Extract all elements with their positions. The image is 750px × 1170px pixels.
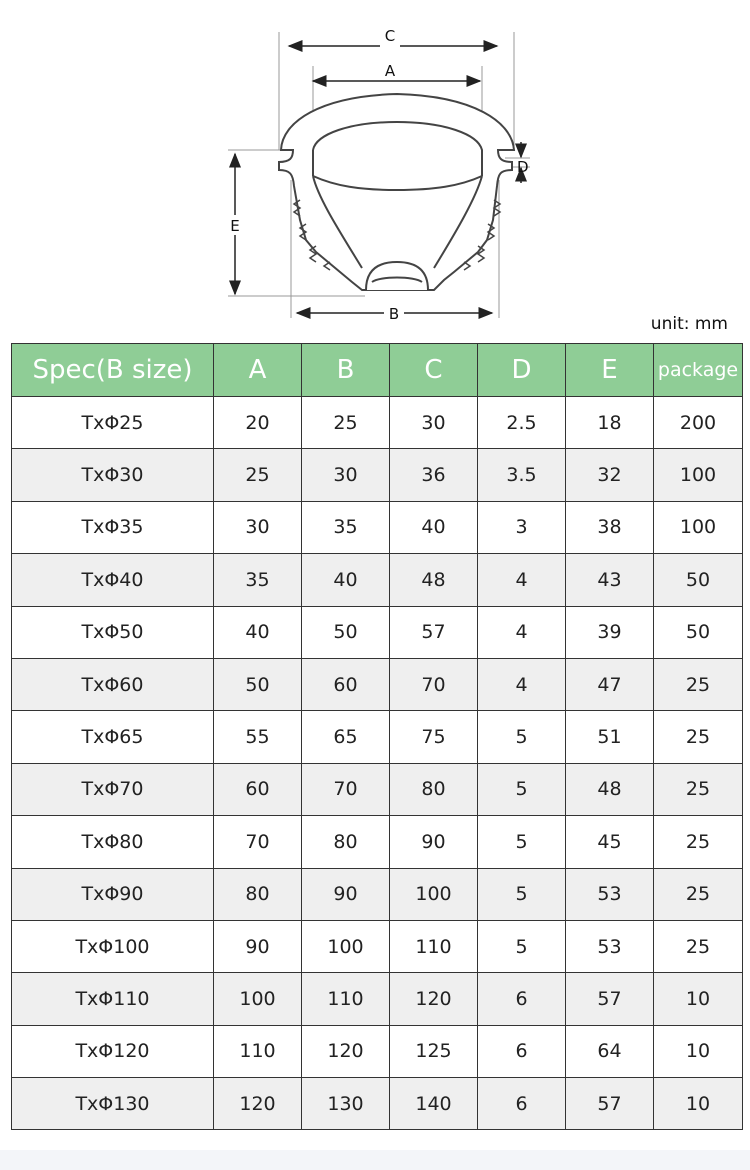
cell-b: 50 <box>302 606 390 658</box>
cell-e: 43 <box>566 554 654 606</box>
cell-d: 4 <box>478 658 566 710</box>
cell-a: 80 <box>214 868 302 920</box>
cell-b: 100 <box>302 920 390 972</box>
dimension-label-d: D <box>517 158 529 176</box>
cell-b: 130 <box>302 1078 390 1130</box>
cell-spec: TxΦ50 <box>12 606 214 658</box>
cell-c: 125 <box>390 1025 478 1077</box>
table-row <box>12 868 743 920</box>
cell-c: 120 <box>390 973 478 1025</box>
cell-spec: TxΦ70 <box>12 763 214 815</box>
cell-e: 18 <box>566 397 654 449</box>
table-row <box>12 973 743 1025</box>
cell-spec: TxΦ90 <box>12 868 214 920</box>
cell-package: 50 <box>654 606 743 658</box>
cell-a: 55 <box>214 711 302 763</box>
cell-package: 200 <box>654 397 743 449</box>
cell-d: 3.5 <box>478 449 566 501</box>
cell-a: 40 <box>214 606 302 658</box>
cell-e: 64 <box>566 1025 654 1077</box>
cell-e: 53 <box>566 868 654 920</box>
dimension-label-b: B <box>388 305 400 323</box>
unit-label: unit: mm <box>650 314 728 334</box>
cell-b: 60 <box>302 658 390 710</box>
cell-spec: TxΦ120 <box>12 1025 214 1077</box>
cell-spec: TxΦ40 <box>12 554 214 606</box>
cell-spec: TxΦ25 <box>12 397 214 449</box>
table-row <box>12 763 743 815</box>
cell-package: 25 <box>654 868 743 920</box>
cell-d: 5 <box>478 816 566 868</box>
table-row <box>12 606 743 658</box>
cell-e: 48 <box>566 763 654 815</box>
cell-b: 80 <box>302 816 390 868</box>
dimension-label-c: C <box>384 27 396 45</box>
cell-e: 32 <box>566 449 654 501</box>
cell-b: 110 <box>302 973 390 1025</box>
cell-e: 51 <box>566 711 654 763</box>
cell-a: 20 <box>214 397 302 449</box>
cell-spec: TxΦ110 <box>12 973 214 1025</box>
cell-spec: TxΦ80 <box>12 816 214 868</box>
cell-a: 25 <box>214 449 302 501</box>
cell-b: 120 <box>302 1025 390 1077</box>
header-c: C <box>390 344 478 397</box>
table-row <box>12 1025 743 1077</box>
cell-b: 70 <box>302 763 390 815</box>
cell-e: 38 <box>566 501 654 553</box>
header-package: package <box>654 344 743 397</box>
cell-d: 6 <box>478 1025 566 1077</box>
cell-d: 2.5 <box>478 397 566 449</box>
cell-package: 10 <box>654 973 743 1025</box>
cell-e: 47 <box>566 658 654 710</box>
cell-b: 90 <box>302 868 390 920</box>
cell-package: 25 <box>654 763 743 815</box>
header-e: E <box>566 344 654 397</box>
cell-d: 4 <box>478 554 566 606</box>
cell-a: 120 <box>214 1078 302 1130</box>
grommet-outline-icon <box>279 94 514 290</box>
cell-a: 110 <box>214 1025 302 1077</box>
cell-spec: TxΦ30 <box>12 449 214 501</box>
cell-a: 35 <box>214 554 302 606</box>
cell-c: 36 <box>390 449 478 501</box>
cell-a: 60 <box>214 763 302 815</box>
cell-c: 140 <box>390 1078 478 1130</box>
cell-c: 100 <box>390 868 478 920</box>
cell-d: 6 <box>478 973 566 1025</box>
cell-spec: TxΦ65 <box>12 711 214 763</box>
cell-d: 5 <box>478 763 566 815</box>
cell-e: 45 <box>566 816 654 868</box>
cell-a: 100 <box>214 973 302 1025</box>
cell-a: 70 <box>214 816 302 868</box>
cell-package: 100 <box>654 501 743 553</box>
cell-c: 40 <box>390 501 478 553</box>
cell-package: 25 <box>654 711 743 763</box>
header-b: B <box>302 344 390 397</box>
header-d: D <box>478 344 566 397</box>
table-row <box>12 920 743 972</box>
cell-spec: TxΦ60 <box>12 658 214 710</box>
cell-b: 25 <box>302 397 390 449</box>
cell-c: 57 <box>390 606 478 658</box>
table-row <box>12 449 743 501</box>
dimension-label-a: A <box>384 62 396 80</box>
cell-package: 100 <box>654 449 743 501</box>
cell-d: 5 <box>478 711 566 763</box>
cell-c: 30 <box>390 397 478 449</box>
cell-spec: TxΦ35 <box>12 501 214 553</box>
cell-c: 70 <box>390 658 478 710</box>
table-row <box>12 554 743 606</box>
cell-a: 90 <box>214 920 302 972</box>
cell-b: 65 <box>302 711 390 763</box>
table-row <box>12 658 743 710</box>
cell-a: 30 <box>214 501 302 553</box>
cell-d: 6 <box>478 1078 566 1130</box>
cell-package: 10 <box>654 1078 743 1130</box>
cell-e: 39 <box>566 606 654 658</box>
cell-d: 5 <box>478 868 566 920</box>
cell-b: 30 <box>302 449 390 501</box>
cell-e: 57 <box>566 973 654 1025</box>
cell-d: 3 <box>478 501 566 553</box>
table-row <box>12 501 743 553</box>
cell-package: 25 <box>654 816 743 868</box>
cell-b: 40 <box>302 554 390 606</box>
cell-c: 75 <box>390 711 478 763</box>
spec-table <box>11 343 743 1130</box>
table-row <box>12 1078 743 1130</box>
cell-package: 10 <box>654 1025 743 1077</box>
table-row <box>12 711 743 763</box>
cell-d: 4 <box>478 606 566 658</box>
cell-d: 5 <box>478 920 566 972</box>
cell-c: 80 <box>390 763 478 815</box>
cell-spec: TxΦ100 <box>12 920 214 972</box>
cell-b: 35 <box>302 501 390 553</box>
header-spec: Spec(B size) <box>12 344 214 397</box>
bottom-band <box>0 1150 750 1170</box>
grommet-dimension-diagram <box>0 0 750 340</box>
table-header-row <box>12 344 743 397</box>
table-row <box>12 397 743 449</box>
cell-package: 50 <box>654 554 743 606</box>
cell-a: 50 <box>214 658 302 710</box>
cell-e: 57 <box>566 1078 654 1130</box>
cell-c: 48 <box>390 554 478 606</box>
cell-spec: TxΦ130 <box>12 1078 214 1130</box>
cell-package: 25 <box>654 920 743 972</box>
table-row <box>12 816 743 868</box>
cell-package: 25 <box>654 658 743 710</box>
header-a: A <box>214 344 302 397</box>
cell-c: 90 <box>390 816 478 868</box>
dimension-label-e: E <box>230 217 240 235</box>
cell-e: 53 <box>566 920 654 972</box>
cell-c: 110 <box>390 920 478 972</box>
